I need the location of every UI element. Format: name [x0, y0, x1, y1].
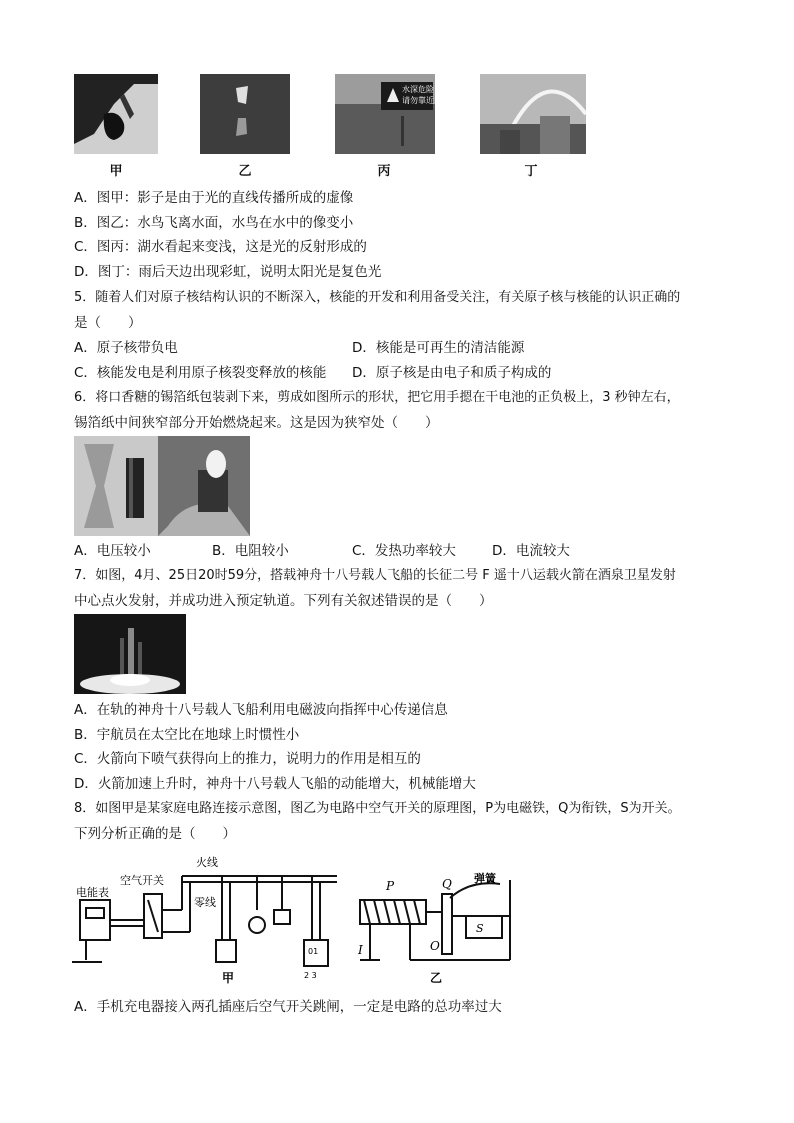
photo-ding — [480, 74, 586, 154]
photo-jia — [74, 74, 158, 154]
label-tanhuang: 弹簧 — [474, 872, 496, 885]
lake-sign-image — [335, 74, 435, 154]
label-jia: 甲 — [222, 971, 235, 985]
q6-option-a: A．电压较小 — [74, 543, 151, 559]
q8-stem-line1: 8．如图甲是某家庭电路连接示意图，图乙为电路中空气开关的原理图，P为电磁铁，Q为衔铁，S为开关。 — [74, 801, 681, 816]
q6-option-d: D．电流较大 — [492, 543, 570, 559]
burning-photo — [158, 436, 250, 536]
waterbird-image — [200, 74, 290, 154]
shadow-hand-image — [74, 74, 158, 154]
q7-stem-line1: 7．如图，4月、25日20时59分，搭载神舟十八号载人飞船的长征二号 F 遥十八运载火箭在酒泉卫星发射 — [74, 568, 676, 583]
label-s: S — [476, 922, 484, 935]
sign-text-line1: 水深危险 — [402, 85, 434, 94]
q5-option-d-first: D．核能是可再生的清洁能源 — [352, 340, 525, 356]
label-huoxian: 火线 — [196, 856, 218, 869]
caption-ding: 丁 — [524, 164, 538, 179]
label-kongqi: 空气开关 — [120, 874, 164, 887]
label-q: Q — [442, 877, 452, 891]
q5-stem-line1: 5．随着人们对原子核结构认识的不断深入，核能的开发和利用备受关注，有关原子核与核能的认识正确的 — [74, 290, 681, 305]
q5-option-d: D．原子核是由电子和质子构成的 — [352, 365, 552, 381]
q7-option-b: B．宇航员在太空比在地球上时惯性小 — [74, 727, 300, 743]
photo-yi — [200, 74, 290, 154]
q5-stem-line2: 是（ ） — [74, 315, 142, 331]
photo-bing — [335, 74, 435, 154]
label-dianneng: 电能表 — [76, 886, 109, 899]
q8-option-a: A．手机充电器接入两孔插座后空气开关跳闸，一定是电路的总功率过大 — [74, 999, 502, 1015]
burning-tinfoil-image — [158, 436, 250, 536]
q7-stem-line2: 中心点火发射，并成功进入预定轨道。下列有关叙述错误的是（ ） — [74, 593, 493, 609]
label-switch-23: 2 3 — [304, 971, 317, 980]
sign-text-line2: 请勿靠近 — [402, 96, 434, 105]
q6-option-b: B．电阻较小 — [212, 543, 289, 559]
q8-stem-line2: 下列分析正确的是（ ） — [74, 826, 236, 842]
tinfoil-battery-image — [74, 436, 158, 536]
label-lingxian: 零线 — [194, 896, 216, 909]
label-o: O — [430, 939, 440, 953]
q5-option-c: C．核能发电是利用原子核裂变释放的核能 — [74, 365, 327, 381]
rainbow-image — [480, 74, 586, 154]
q6-stem-line1: 6．将口香糖的锡箔纸包装剥下来，剪成如图所示的形状，把它用手摁在干电池的正负极上，3 秒钟左右， — [74, 390, 680, 405]
label-yi: 乙 — [430, 971, 443, 985]
caption-yi: 乙 — [238, 164, 252, 179]
label-p: P — [386, 879, 395, 893]
rocket-launch-image — [74, 614, 186, 694]
label-switch-01: 01 — [308, 947, 319, 956]
air-switch-principle-diagram — [350, 850, 530, 990]
q4-option-d: D．图丁：雨后天边出现彩虹，说明太阳光是复色光 — [74, 264, 382, 280]
q6-stem-line2: 锡箔纸中间狭窄部分开始燃烧起来。这是因为狭窄处（ ） — [74, 415, 439, 431]
caption-jia: 甲 — [109, 164, 123, 179]
q7-option-a: A．在轨的神舟十八号载人飞船利用电磁波向指挥中心传递信息 — [74, 702, 448, 718]
q7-option-d: D．火箭加速上升时，神舟十八号载人飞船的动能增大，机械能增大 — [74, 776, 476, 792]
q6-option-c: C．发热功率较大 — [352, 543, 456, 559]
q7-option-c: C．火箭向下喷气获得向上的推力，说明力的作用是相互的 — [74, 751, 421, 767]
tinfoil-photo — [74, 436, 158, 536]
label-i: I — [358, 943, 363, 957]
rocket-launch-photo — [74, 614, 186, 694]
caption-bing: 丙 — [377, 164, 391, 179]
household-circuit-diagram — [72, 850, 342, 990]
q4-option-b: B．图乙：水鸟飞离水面，水鸟在水中的像变小 — [74, 215, 354, 231]
q4-option-c: C．图丙：湖水看起来变浅，这是光的反射形成的 — [74, 239, 367, 255]
q5-option-a: A．原子核带负电 — [74, 340, 178, 356]
q4-option-a: A．图甲：影子是由于光的直线传播所成的虚像 — [74, 190, 354, 206]
